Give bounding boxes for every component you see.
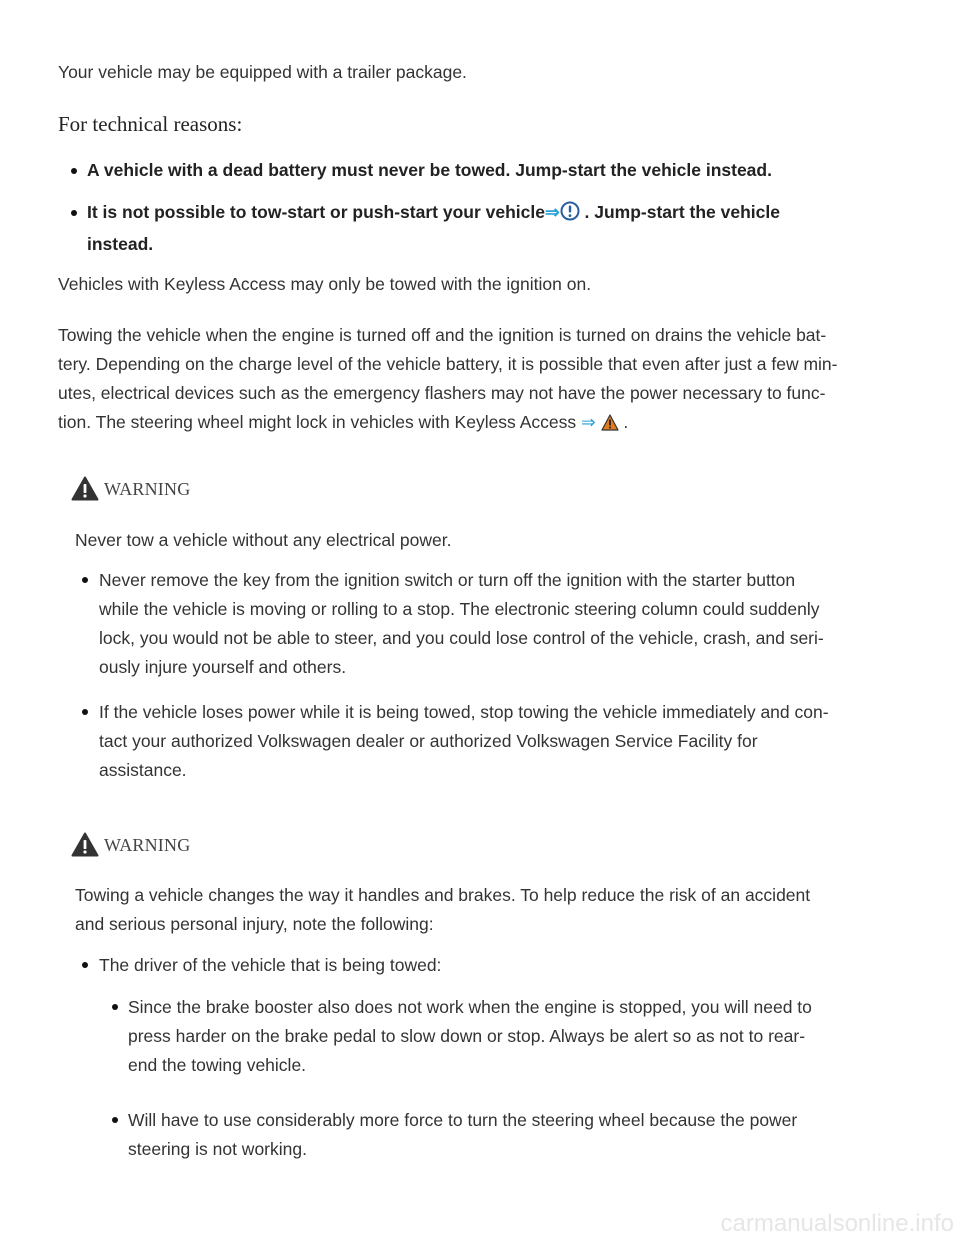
bullet-icon <box>71 168 77 174</box>
warning-triangle-icon <box>71 476 99 506</box>
warning-triangle-icon <box>71 832 99 862</box>
intro-text: Your vehicle may be equipped with a trailer package. <box>58 62 467 82</box>
technical-item-tow-start: It is not possible to tow-start or push-start your vehicle⇒ . Jump-start the vehicle instead. <box>87 202 780 254</box>
warning-intro: Never tow a vehicle without any electrical power. <box>75 530 452 550</box>
towing-paragraph: Towing the vehicle when the engine is turned off and the ignition is turned on drains the vehicle bat- tery. Depending on the charge level of the vehicle battery, it is possible that even after just a few min- utes, electrical devices such as the emergency flashers may not have the power necessary to func- tion. The steering wheel might lock in vehicles with Keyless Access ⇒ . <box>58 321 918 440</box>
warning-title: WARNING <box>104 479 191 499</box>
reference-arrow[interactable]: ⇒ <box>580 412 596 432</box>
bullet-icon <box>82 709 88 715</box>
bullet-icon <box>82 962 88 968</box>
keyless-access-note: Vehicles with Keyless Access may only be towed with the ignition on. <box>58 274 592 294</box>
warning-item-power-loss: If the vehicle loses power while it is being towed, stop towing the vehicle immediately and con- tact your authorized Volkswagen dealer or authorized Volkswagen Service Facility for assistance. <box>99 702 829 780</box>
warning-intro: Towing a vehicle changes the way it handles and brakes. To help reduce the risk of an accident and serious personal injury, note the following: <box>75 885 811 934</box>
technical-reasons-heading: For technical reasons: <box>58 112 243 136</box>
warning-item-towed-driver: The driver of the vehicle that is being towed: <box>99 955 442 975</box>
bullet-icon <box>112 1117 118 1123</box>
warning-subitem-brake: Since the brake booster also does not work when the engine is stopped, you will need to press harder on the brake pedal to slow down or stop. Always be alert so as not to rear- end the towing vehicle. <box>128 997 812 1075</box>
bullet-icon <box>112 1004 118 1010</box>
notice-circle-icon[interactable] <box>560 201 580 230</box>
bullet-icon <box>71 210 77 216</box>
warning-subitem-steering: Will have to use considerably more force to turn the steering wheel because the power steering is not working. <box>128 1110 798 1159</box>
warning-item-ignition: Never remove the key from the ignition switch or turn off the ignition with the starter button while the vehicle is moving or rolling to a stop. The electronic steering column could suddenly lock, you would not be able to steer, and you could lose control of the vehicle, crash, and seri- ously injure yourself and others. <box>99 570 824 677</box>
warning-triangle-icon[interactable] <box>601 411 619 440</box>
bullet-icon <box>82 577 88 583</box>
watermark: carmanualsonline.info <box>720 1210 954 1237</box>
warning-title: WARNING <box>104 835 191 855</box>
reference-arrow[interactable]: ⇒ <box>544 202 560 222</box>
technical-item-dead-battery: A vehicle with a dead battery must never be towed. Jump-start the vehicle instead. <box>87 160 772 180</box>
